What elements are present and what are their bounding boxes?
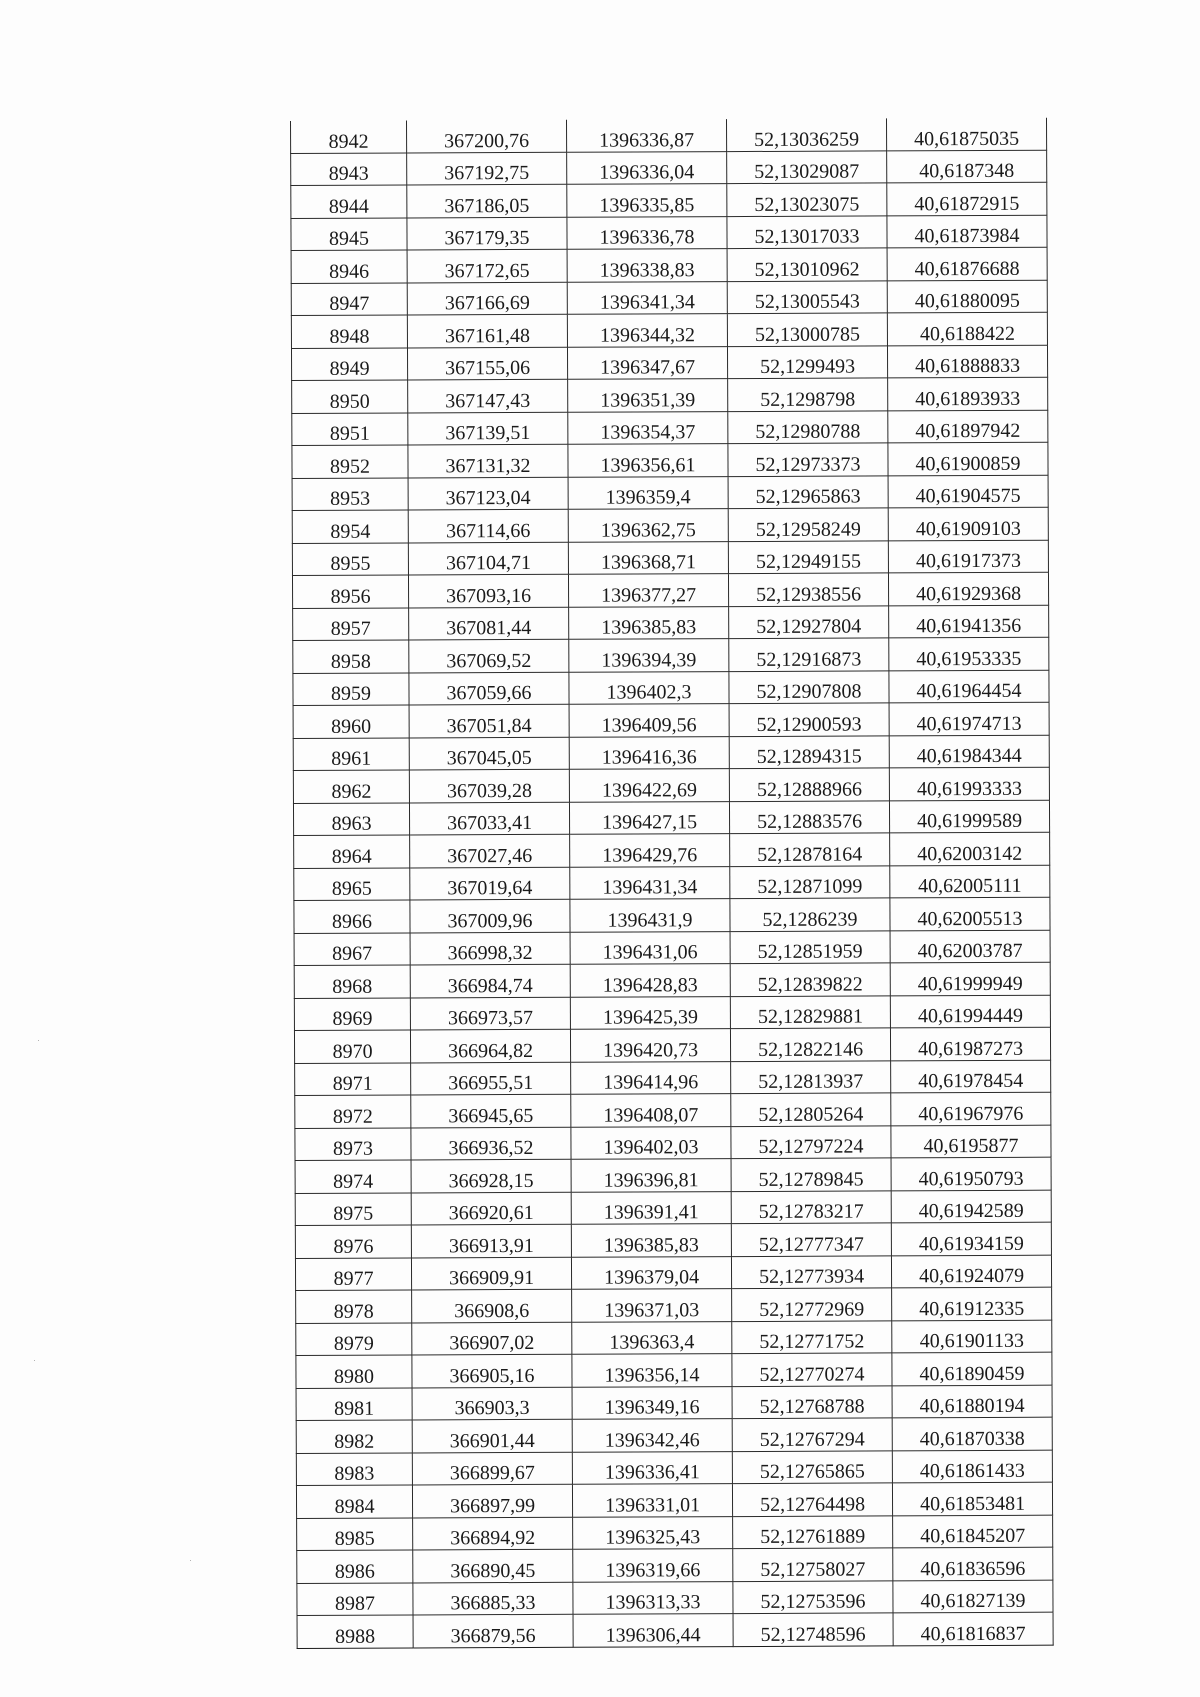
point-number-cell: 8957 bbox=[293, 607, 409, 640]
longitude-cell: 40,62005111 bbox=[890, 865, 1050, 898]
longitude-cell: 40,61912335 bbox=[892, 1287, 1052, 1320]
table-row bbox=[296, 1352, 1052, 1388]
point-number-cell: 8967 bbox=[294, 932, 410, 965]
point-number-cell: 8982 bbox=[296, 1420, 412, 1453]
point-number-cell: 8978 bbox=[296, 1290, 412, 1323]
x-coordinate-cell: 366998,32 bbox=[410, 932, 570, 965]
longitude-cell: 40,61836596 bbox=[893, 1547, 1053, 1580]
point-number-cell: 8983 bbox=[296, 1452, 412, 1485]
x-coordinate-cell: 367051,84 bbox=[409, 704, 569, 737]
x-coordinate-cell: 367039,28 bbox=[409, 769, 569, 802]
table-row bbox=[292, 540, 1048, 576]
x-coordinate-cell: 367139,51 bbox=[408, 412, 568, 445]
x-coordinate-cell: 366907,02 bbox=[412, 1322, 572, 1355]
point-number-cell: 8948 bbox=[291, 315, 407, 348]
point-number-cell: 8946 bbox=[291, 250, 407, 283]
y-coordinate-cell: 1396363,4 bbox=[572, 1321, 732, 1354]
point-number-cell: 8960 bbox=[293, 705, 409, 738]
y-coordinate-cell: 1396431,06 bbox=[570, 931, 730, 964]
y-coordinate-cell: 1396431,34 bbox=[570, 866, 730, 899]
y-coordinate-cell: 1396347,67 bbox=[567, 346, 727, 379]
latitude-cell: 52,12927804 bbox=[729, 605, 889, 638]
latitude-cell: 52,12916873 bbox=[729, 638, 889, 671]
y-coordinate-cell: 1396394,39 bbox=[569, 639, 729, 672]
x-coordinate-cell: 367114,66 bbox=[408, 509, 568, 542]
point-number-cell: 8977 bbox=[295, 1257, 411, 1290]
point-number-cell: 8970 bbox=[294, 1030, 410, 1063]
point-number-cell: 8958 bbox=[293, 640, 409, 673]
latitude-cell: 52,12783217 bbox=[731, 1190, 891, 1223]
longitude-cell: 40,61909103 bbox=[888, 507, 1048, 540]
y-coordinate-cell: 1396420,73 bbox=[570, 1029, 730, 1062]
point-number-cell: 8944 bbox=[291, 185, 407, 218]
point-number-cell: 8942 bbox=[291, 120, 407, 153]
table-row bbox=[296, 1385, 1052, 1421]
y-coordinate-cell: 1396319,66 bbox=[573, 1549, 733, 1582]
x-coordinate-cell: 367033,41 bbox=[409, 802, 569, 835]
point-number-cell: 8971 bbox=[295, 1062, 411, 1095]
table-row bbox=[294, 865, 1050, 901]
table-row bbox=[292, 377, 1048, 413]
point-number-cell: 8984 bbox=[296, 1485, 412, 1518]
longitude-cell: 40,6188422 bbox=[887, 312, 1047, 345]
latitude-cell: 52,12938556 bbox=[728, 573, 888, 606]
longitude-cell: 40,61987273 bbox=[890, 1027, 1050, 1060]
table-row bbox=[297, 1547, 1053, 1583]
latitude-cell: 52,1298798 bbox=[728, 378, 888, 411]
coordinates-table bbox=[290, 118, 1054, 1649]
longitude-cell: 40,6195877 bbox=[891, 1125, 1051, 1158]
longitude-cell: 40,61897942 bbox=[888, 410, 1048, 443]
x-coordinate-cell: 367147,43 bbox=[408, 379, 568, 412]
point-number-cell: 8965 bbox=[294, 867, 410, 900]
latitude-cell: 52,12878164 bbox=[730, 833, 890, 866]
x-coordinate-cell: 366984,74 bbox=[410, 964, 570, 997]
table-row bbox=[294, 930, 1050, 966]
latitude-cell: 52,12764498 bbox=[732, 1483, 892, 1516]
y-coordinate-cell: 1396341,34 bbox=[567, 281, 727, 314]
latitude-cell: 52,12973373 bbox=[728, 443, 888, 476]
table-row bbox=[292, 410, 1048, 446]
x-coordinate-cell: 367166,69 bbox=[407, 282, 567, 315]
table-row bbox=[295, 1060, 1051, 1096]
y-coordinate-cell: 1396325,43 bbox=[573, 1516, 733, 1549]
latitude-cell: 52,12789845 bbox=[731, 1158, 891, 1191]
x-coordinate-cell: 366897,99 bbox=[412, 1484, 572, 1517]
point-number-cell: 8949 bbox=[291, 347, 407, 380]
x-coordinate-cell: 366913,91 bbox=[411, 1224, 571, 1257]
longitude-cell: 40,61870338 bbox=[892, 1417, 1052, 1450]
longitude-cell: 40,61900859 bbox=[888, 442, 1048, 475]
x-coordinate-cell: 367019,64 bbox=[410, 867, 570, 900]
latitude-cell: 52,12851959 bbox=[730, 930, 890, 963]
point-number-cell: 8952 bbox=[292, 445, 408, 478]
table-row bbox=[295, 1222, 1051, 1258]
table-row bbox=[295, 1255, 1051, 1291]
point-number-cell: 8972 bbox=[295, 1095, 411, 1128]
longitude-cell: 40,61880095 bbox=[887, 280, 1047, 313]
table-row bbox=[294, 897, 1050, 933]
table-row bbox=[292, 572, 1048, 608]
x-coordinate-cell: 366894,92 bbox=[413, 1517, 573, 1550]
x-coordinate-cell: 366928,15 bbox=[411, 1159, 571, 1192]
y-coordinate-cell: 1396356,61 bbox=[568, 444, 728, 477]
y-coordinate-cell: 1396336,87 bbox=[566, 119, 726, 152]
longitude-cell: 40,61875035 bbox=[886, 118, 1046, 151]
table-row bbox=[294, 962, 1050, 998]
x-coordinate-cell: 367186,05 bbox=[407, 184, 567, 217]
table-row bbox=[295, 1190, 1051, 1226]
x-coordinate-cell: 367179,35 bbox=[407, 217, 567, 250]
point-number-cell: 8986 bbox=[297, 1550, 413, 1583]
longitude-cell: 40,61893933 bbox=[888, 377, 1048, 410]
y-coordinate-cell: 1396336,78 bbox=[567, 216, 727, 249]
table-row bbox=[291, 150, 1047, 186]
x-coordinate-cell: 367123,04 bbox=[408, 477, 568, 510]
x-coordinate-cell: 366936,52 bbox=[411, 1127, 571, 1160]
longitude-cell: 40,61917373 bbox=[888, 540, 1048, 573]
y-coordinate-cell: 1396385,83 bbox=[569, 606, 729, 639]
point-number-cell: 8987 bbox=[297, 1582, 413, 1615]
x-coordinate-cell: 366955,51 bbox=[411, 1062, 571, 1095]
point-number-cell: 8947 bbox=[291, 282, 407, 315]
point-number-cell: 8955 bbox=[292, 542, 408, 575]
latitude-cell: 52,12949155 bbox=[728, 540, 888, 573]
latitude-cell: 52,12761889 bbox=[733, 1515, 893, 1548]
longitude-cell: 40,61845207 bbox=[893, 1515, 1053, 1548]
y-coordinate-cell: 1396408,07 bbox=[571, 1094, 731, 1127]
y-coordinate-cell: 1396342,46 bbox=[572, 1419, 732, 1452]
x-coordinate-cell: 367200,76 bbox=[406, 120, 566, 153]
y-coordinate-cell: 1396336,41 bbox=[572, 1451, 732, 1484]
point-number-cell: 8959 bbox=[293, 672, 409, 705]
latitude-cell: 52,12813937 bbox=[731, 1060, 891, 1093]
point-number-cell: 8966 bbox=[294, 900, 410, 933]
table-row bbox=[294, 1027, 1050, 1063]
table-row bbox=[293, 670, 1049, 706]
y-coordinate-cell: 1396402,3 bbox=[569, 671, 729, 704]
x-coordinate-cell: 366903,3 bbox=[412, 1387, 572, 1420]
latitude-cell: 52,12771752 bbox=[732, 1320, 892, 1353]
point-number-cell: 8980 bbox=[296, 1355, 412, 1388]
x-coordinate-cell: 366973,57 bbox=[410, 997, 570, 1030]
point-number-cell: 8979 bbox=[296, 1322, 412, 1355]
table-row bbox=[292, 475, 1048, 511]
point-number-cell: 8985 bbox=[297, 1517, 413, 1550]
y-coordinate-cell: 1396359,4 bbox=[568, 476, 728, 509]
x-coordinate-cell: 367093,16 bbox=[408, 574, 568, 607]
y-coordinate-cell: 1396349,16 bbox=[572, 1386, 732, 1419]
y-coordinate-cell: 1396379,04 bbox=[571, 1256, 731, 1289]
y-coordinate-cell: 1396371,03 bbox=[572, 1289, 732, 1322]
table-row bbox=[293, 800, 1049, 836]
y-coordinate-cell: 1396377,27 bbox=[568, 574, 728, 607]
table-row bbox=[293, 735, 1049, 771]
y-coordinate-cell: 1396422,69 bbox=[569, 769, 729, 802]
y-coordinate-cell: 1396414,96 bbox=[571, 1061, 731, 1094]
y-coordinate-cell: 1396306,44 bbox=[573, 1614, 733, 1647]
latitude-cell: 52,12777347 bbox=[731, 1223, 891, 1256]
latitude-cell: 52,13036259 bbox=[726, 118, 886, 151]
latitude-cell: 52,1299493 bbox=[727, 345, 887, 378]
longitude-cell: 40,61984344 bbox=[889, 735, 1049, 768]
y-coordinate-cell: 1396344,32 bbox=[567, 314, 727, 347]
latitude-cell: 52,13029087 bbox=[727, 150, 887, 183]
x-coordinate-cell: 366945,65 bbox=[411, 1094, 571, 1127]
longitude-cell: 40,61941356 bbox=[889, 605, 1049, 638]
y-coordinate-cell: 1396356,14 bbox=[572, 1354, 732, 1387]
y-coordinate-cell: 1396391,41 bbox=[571, 1191, 731, 1224]
table-row bbox=[291, 215, 1047, 251]
y-coordinate-cell: 1396336,04 bbox=[567, 151, 727, 184]
latitude-cell: 52,13017033 bbox=[727, 215, 887, 248]
longitude-cell: 40,61901133 bbox=[892, 1320, 1052, 1353]
longitude-cell: 40,61880194 bbox=[892, 1385, 1052, 1418]
point-number-cell: 8956 bbox=[292, 575, 408, 608]
table-row bbox=[295, 1157, 1051, 1193]
latitude-cell: 52,12753596 bbox=[733, 1580, 893, 1613]
x-coordinate-cell: 366885,33 bbox=[413, 1582, 573, 1615]
point-number-cell: 8981 bbox=[296, 1387, 412, 1420]
point-number-cell: 8961 bbox=[293, 737, 409, 770]
x-coordinate-cell: 366899,67 bbox=[412, 1452, 572, 1485]
y-coordinate-cell: 1396427,15 bbox=[569, 801, 729, 834]
longitude-cell: 40,61924079 bbox=[891, 1255, 1051, 1288]
latitude-cell: 52,12772969 bbox=[732, 1288, 892, 1321]
longitude-cell: 40,61942589 bbox=[891, 1190, 1051, 1223]
longitude-cell: 40,61827139 bbox=[893, 1580, 1053, 1613]
latitude-cell: 52,13010962 bbox=[727, 248, 887, 281]
y-coordinate-cell: 1396351,39 bbox=[568, 379, 728, 412]
point-number-cell: 8968 bbox=[294, 965, 410, 998]
x-coordinate-cell: 366909,91 bbox=[411, 1257, 571, 1290]
y-coordinate-cell: 1396362,75 bbox=[568, 509, 728, 542]
point-number-cell: 8969 bbox=[294, 997, 410, 1030]
table-row bbox=[295, 1125, 1051, 1161]
latitude-cell: 52,13023075 bbox=[727, 183, 887, 216]
latitude-cell: 52,12888966 bbox=[729, 768, 889, 801]
latitude-cell: 52,12907808 bbox=[729, 670, 889, 703]
x-coordinate-cell: 366908,6 bbox=[412, 1289, 572, 1322]
x-coordinate-cell: 367045,05 bbox=[409, 737, 569, 770]
y-coordinate-cell: 1396431,9 bbox=[570, 899, 730, 932]
x-coordinate-cell: 367027,46 bbox=[410, 834, 570, 867]
table-row bbox=[296, 1287, 1052, 1323]
latitude-cell: 52,12958249 bbox=[728, 508, 888, 541]
table-row bbox=[291, 247, 1047, 283]
longitude-cell: 40,61873984 bbox=[887, 215, 1047, 248]
longitude-cell: 40,61994449 bbox=[890, 995, 1050, 1028]
table-row bbox=[291, 182, 1047, 218]
latitude-cell: 52,13000785 bbox=[727, 313, 887, 346]
longitude-cell: 40,62003142 bbox=[890, 832, 1050, 865]
table-row bbox=[297, 1580, 1053, 1616]
x-coordinate-cell: 366879,56 bbox=[413, 1614, 573, 1647]
y-coordinate-cell: 1396354,37 bbox=[568, 411, 728, 444]
table-row bbox=[295, 1092, 1051, 1128]
x-coordinate-cell: 366901,44 bbox=[412, 1419, 572, 1452]
coordinates-table-body bbox=[291, 118, 1054, 1648]
scan-speck bbox=[34, 1360, 35, 1361]
x-coordinate-cell: 367081,44 bbox=[409, 607, 569, 640]
y-coordinate-cell: 1396416,36 bbox=[569, 736, 729, 769]
latitude-cell: 52,12773934 bbox=[731, 1255, 891, 1288]
table-row bbox=[293, 702, 1049, 738]
table-row bbox=[296, 1482, 1052, 1518]
x-coordinate-cell: 367155,06 bbox=[407, 347, 567, 380]
y-coordinate-cell: 1396425,39 bbox=[570, 996, 730, 1029]
longitude-cell: 40,6187348 bbox=[887, 150, 1047, 183]
point-number-cell: 8976 bbox=[295, 1225, 411, 1258]
y-coordinate-cell: 1396331,01 bbox=[572, 1484, 732, 1517]
longitude-cell: 40,61934159 bbox=[891, 1222, 1051, 1255]
x-coordinate-cell: 367009,96 bbox=[410, 899, 570, 932]
point-number-cell: 8974 bbox=[295, 1160, 411, 1193]
x-coordinate-cell: 366905,16 bbox=[412, 1354, 572, 1387]
point-number-cell: 8945 bbox=[291, 217, 407, 250]
longitude-cell: 40,61964454 bbox=[889, 670, 1049, 703]
latitude-cell: 52,12748596 bbox=[733, 1613, 893, 1646]
longitude-cell: 40,61999949 bbox=[890, 962, 1050, 995]
scan-speck bbox=[38, 1040, 39, 1041]
y-coordinate-cell: 1396368,71 bbox=[568, 541, 728, 574]
latitude-cell: 52,12765865 bbox=[732, 1450, 892, 1483]
latitude-cell: 52,12797224 bbox=[731, 1125, 891, 1158]
point-number-cell: 8988 bbox=[297, 1615, 413, 1648]
latitude-cell: 52,12894315 bbox=[729, 735, 889, 768]
point-number-cell: 8964 bbox=[294, 835, 410, 868]
x-coordinate-cell: 367131,32 bbox=[408, 444, 568, 477]
latitude-cell: 52,12883576 bbox=[729, 800, 889, 833]
longitude-cell: 40,61890459 bbox=[892, 1352, 1052, 1385]
x-coordinate-cell: 367059,66 bbox=[409, 672, 569, 705]
latitude-cell: 52,12980788 bbox=[728, 410, 888, 443]
y-coordinate-cell: 1396338,83 bbox=[567, 249, 727, 282]
table-row bbox=[291, 345, 1047, 381]
point-number-cell: 8973 bbox=[295, 1127, 411, 1160]
point-number-cell: 8951 bbox=[292, 412, 408, 445]
longitude-cell: 40,61888833 bbox=[887, 345, 1047, 378]
longitude-cell: 40,61872915 bbox=[887, 182, 1047, 215]
point-number-cell: 8975 bbox=[295, 1192, 411, 1225]
table-row bbox=[297, 1515, 1053, 1551]
table-row bbox=[293, 637, 1049, 673]
table-row bbox=[293, 767, 1049, 803]
x-coordinate-cell: 367104,71 bbox=[408, 542, 568, 575]
table-row bbox=[293, 605, 1049, 641]
y-coordinate-cell: 1396409,56 bbox=[569, 704, 729, 737]
table-row bbox=[297, 1612, 1053, 1648]
latitude-cell: 52,12965863 bbox=[728, 475, 888, 508]
y-coordinate-cell: 1396385,83 bbox=[571, 1224, 731, 1257]
y-coordinate-cell: 1396429,76 bbox=[570, 834, 730, 867]
longitude-cell: 40,62005513 bbox=[890, 897, 1050, 930]
point-number-cell: 8954 bbox=[292, 510, 408, 543]
y-coordinate-cell: 1396428,83 bbox=[570, 964, 730, 997]
x-coordinate-cell: 367192,75 bbox=[407, 152, 567, 185]
y-coordinate-cell: 1396335,85 bbox=[567, 184, 727, 217]
table-row bbox=[292, 442, 1048, 478]
table-row bbox=[291, 118, 1047, 153]
y-coordinate-cell: 1396396,81 bbox=[571, 1159, 731, 1192]
point-number-cell: 8950 bbox=[292, 380, 408, 413]
latitude-cell: 52,12871099 bbox=[730, 865, 890, 898]
x-coordinate-cell: 366920,61 bbox=[411, 1192, 571, 1225]
longitude-cell: 40,61816837 bbox=[893, 1612, 1053, 1645]
longitude-cell: 40,61993333 bbox=[889, 767, 1049, 800]
longitude-cell: 40,61853481 bbox=[892, 1482, 1052, 1515]
x-coordinate-cell: 367069,52 bbox=[409, 639, 569, 672]
table-row bbox=[291, 312, 1047, 348]
latitude-cell: 52,12829881 bbox=[730, 995, 890, 1028]
longitude-cell: 40,61950793 bbox=[891, 1157, 1051, 1190]
latitude-cell: 52,12822146 bbox=[730, 1028, 890, 1061]
x-coordinate-cell: 366964,82 bbox=[410, 1029, 570, 1062]
longitude-cell: 40,61929368 bbox=[888, 572, 1048, 605]
longitude-cell: 40,61861433 bbox=[892, 1450, 1052, 1483]
latitude-cell: 52,12767294 bbox=[732, 1418, 892, 1451]
latitude-cell: 52,12768788 bbox=[732, 1385, 892, 1418]
longitude-cell: 40,61904575 bbox=[888, 475, 1048, 508]
longitude-cell: 40,61967976 bbox=[891, 1092, 1051, 1125]
longitude-cell: 40,61953335 bbox=[889, 637, 1049, 670]
longitude-cell: 40,62003787 bbox=[890, 930, 1050, 963]
point-number-cell: 8963 bbox=[293, 802, 409, 835]
longitude-cell: 40,61974713 bbox=[889, 702, 1049, 735]
latitude-cell: 52,12900593 bbox=[729, 703, 889, 736]
latitude-cell: 52,12758027 bbox=[733, 1548, 893, 1581]
latitude-cell: 52,13005543 bbox=[727, 280, 887, 313]
table-row bbox=[296, 1320, 1052, 1356]
table-row bbox=[296, 1417, 1052, 1453]
point-number-cell: 8962 bbox=[293, 770, 409, 803]
longitude-cell: 40,61978454 bbox=[891, 1060, 1051, 1093]
x-coordinate-cell: 366890,45 bbox=[413, 1549, 573, 1582]
table-row bbox=[296, 1450, 1052, 1486]
latitude-cell: 52,12770274 bbox=[732, 1353, 892, 1386]
table-row bbox=[291, 280, 1047, 316]
latitude-cell: 52,12805264 bbox=[731, 1093, 891, 1126]
point-number-cell: 8943 bbox=[291, 152, 407, 185]
latitude-cell: 52,12839822 bbox=[730, 963, 890, 996]
table-row bbox=[292, 507, 1048, 543]
point-number-cell: 8953 bbox=[292, 477, 408, 510]
scan-speck bbox=[190, 1560, 191, 1561]
x-coordinate-cell: 367161,48 bbox=[407, 314, 567, 347]
y-coordinate-cell: 1396402,03 bbox=[571, 1126, 731, 1159]
y-coordinate-cell: 1396313,33 bbox=[573, 1581, 733, 1614]
latitude-cell: 52,1286239 bbox=[730, 898, 890, 931]
table-row bbox=[294, 832, 1050, 868]
longitude-cell: 40,61876688 bbox=[887, 247, 1047, 280]
table-row bbox=[294, 995, 1050, 1031]
x-coordinate-cell: 367172,65 bbox=[407, 249, 567, 282]
longitude-cell: 40,61999589 bbox=[889, 800, 1049, 833]
